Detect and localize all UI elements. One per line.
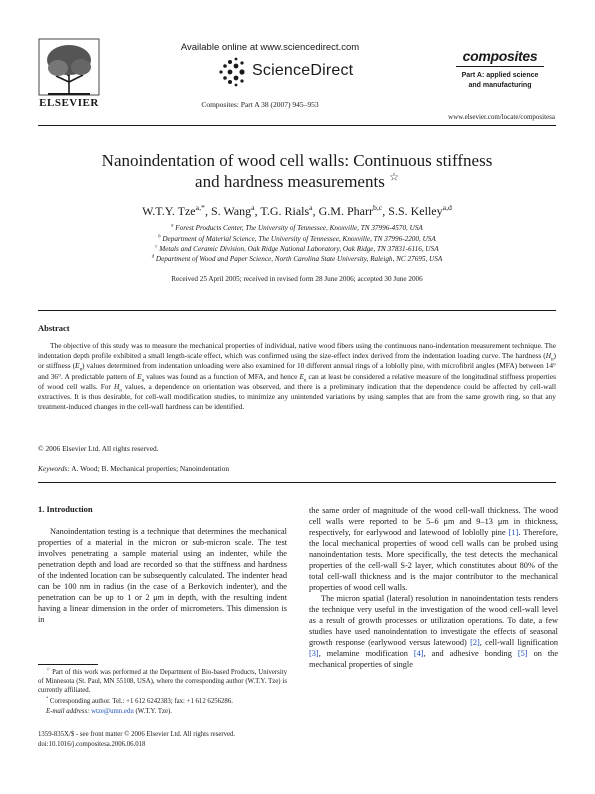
title-line-2: and hardness measurements [195,172,385,191]
keywords [38,464,229,473]
email-footnote: E-mail address: wtze@umn.edu (W.T.Y. Tze). [46,708,173,715]
author-name: S. Wang [210,204,252,218]
keywords-list: A. Wood; B. Mechanical properties; Nanoindentation [71,464,230,473]
issn-line: 1359-835X/$ - see front matter © 2006 Elsevier Ltd. All rights reserved. [38,731,236,738]
right-paragraph-2: The micron spatial (lateral) resolution in nanoindentation tests renders the technique very useful in the investigation of the wood cell-wall level as a result of growth processes or utilization operations. To date, a few studies have used nanoindentation to investigate the effects of seasonal growth response (earlywood versus latewood) [2], cell-wall lignification [3], melamine modification [4], and adhesive bonding [5] on the mechanical properties of single [309,594,558,669]
abstract-bottom-rule [38,482,556,483]
footnote-1: ☆ Part of this work was performed at the Department of Bio-based Products, University of Minnesota (St. Paul, MN 55108, USA), where the corresponding author (W.T.Y. Tze) is currently affiliated. [38,666,288,694]
reference-link-2[interactable]: [2] [470,638,480,647]
journal-logo-subtitle-1: Part A: applied science [461,72,539,79]
reference-link-5[interactable]: [5] [517,649,528,658]
author-affiliation-mark[interactable]: a [251,203,255,212]
journal-url-link[interactable]: www.elsevier.com/locate/compositesa [448,113,555,121]
article-title [38,150,556,192]
author-affiliation-mark[interactable]: b,c [372,203,383,212]
publisher-name: ELSEVIER [39,97,99,109]
header-divider [38,125,556,126]
affiliation-c: $^c$ Metals and Ceramic Division, Oak Ridge National Laboratory, Oak Ridge, TN 37831-6116, USA [155,244,439,253]
title-line-1: Nanoindentation of wood cell walls: Continuous stiffness [101,151,493,170]
affiliation-d: $^d$ Department of Wood and Paper Science, North Carolina State University, Raleigh, NC 27695, USA [151,254,443,263]
author-separator: , [312,204,319,218]
footnote-rule [38,664,98,665]
author-list [38,204,556,219]
abstract-text: The objective of this study was to measure the mechanical properties of individual, native wood fibers using the continuous nano-indentation measurement technique. The indentation depth profile exhibited a small length-scale effect, which was confirmed using the size-effect index derived from the indentation loading curve. The hardness $(H_n)$ or stiffness $(E_n)$ values determined from indentation unloading were also examined for 10 different annual rings of a loblolly pine, with microfibril angles (MFA) between 14° and 36°. A predictable pattern of $E_n$ values was found as a function of MFA, and hence $E_n$ can at least be considered a relative measure of the longitudinal stiffness properties of wood cell walls. For $H_n$ values, a dependence on orientation was observed, and there is a preliminary indication that the dependence could be affected by cell-wall extractives. It is thus desirable, for cell-wall modification studies, to minimize any unintended variations by using samples that are from the same growth ring, so that any treatment-induced changes in the cell-wall hardness can be identified. [38,341,557,412]
available-online-text[interactable]: Available online at www.sciencedirect.com [180,42,360,53]
email-link[interactable]: wtze@umn.edu [91,708,134,715]
abstract-heading: Abstract [38,323,70,333]
abstract-copyright: © 2006 Elsevier Ltd. All rights reserved. [38,444,159,453]
author-name: W.T.Y. Tze [142,204,196,218]
sciencedirect-dots-icon [215,55,249,89]
sciencedirect-wordmark[interactable]: ScienceDirect [252,62,354,79]
affiliation-b: $^b$ Department of Material Science, The University of Tennessee, Knoxville, TN 37996-2200, USA [158,234,436,243]
journal-logo-title: composites [462,48,538,64]
footnote-2: * Corresponding author. Tel.: +1 612 6242383; fax: +1 612 6256286. [46,695,233,705]
journal-reference: Composites: Part A 38 (2007) 945–953 [201,100,319,109]
author-separator: , [204,204,211,218]
section-heading-introduction: 1. Introduction [38,504,93,514]
affiliation-a: $^a$ Forest Products Center, The University of Tennessee, Knoxville, TN 37996-4570, USA [171,223,423,232]
reference-link-1[interactable]: [1] [508,528,519,537]
received-dates: Received 25 April 2005; received in revised form 28 June 2006; accepted 30 June 2006 [171,275,423,283]
body-column-left: Nanoindentation testing is a technique that determines the mechanical properties of a material in the micron or sub-micron scale. The test involves penetrating a sample material using an indenter, while the penetration depth and load are recorded so that the stiffness and hardness of the indented location can be subsequently calculated. The indenter head can be 100 nm in radius (in the case of a Berkovich indenter), and the penetration can be up to 1 or 2 μm in depth, with the resulting indent having a linear dimension in the order of micrometers. This dimension is in [38,527,287,624]
doi-line[interactable]: doi:10.1016/j.compositesa.2006.06.018 [38,741,146,748]
author-name: T.G. Rials [260,204,310,218]
reference-link-3[interactable]: [3] [309,649,319,658]
author-separator: , [254,204,261,218]
right-paragraph-1: the same order of magnitude of the wood cell-wall thickness. The wood cell walls were reported to be 5–6 μm and 9–13 μm in thickness, respectively, for earlywood and latewood of loblolly pine [1]. Therefore, the local mechanical properties of wood cell walls can be probed using nanoindentation tests. More specifically, the test detects the mechanical properties of the cell-wall S-2 layer, which constitutes about 80% of the total cell-wall thickness and is the major contributor to the mechanical properties of wood cell walls. [309,506,558,592]
body-column-right [309,505,558,670]
journal-logo-divider [456,66,544,67]
author-name: S.S. Kelley [388,204,443,218]
abstract-top-rule [38,310,556,311]
author-separator: , [382,204,389,218]
author-affiliation-mark[interactable]: a,* [195,203,205,212]
title-footnote-mark[interactable]: ☆ [389,171,399,184]
keywords-label: Keywords: [38,464,70,473]
author-affiliation-mark[interactable]: a [309,203,313,212]
reference-link-4[interactable]: [4] [413,649,424,658]
author-affiliation-mark[interactable]: a,d [442,203,452,212]
journal-logo-subtitle-2: and manufacturing [468,82,532,89]
author-name: G.M. Pharr [318,204,373,218]
